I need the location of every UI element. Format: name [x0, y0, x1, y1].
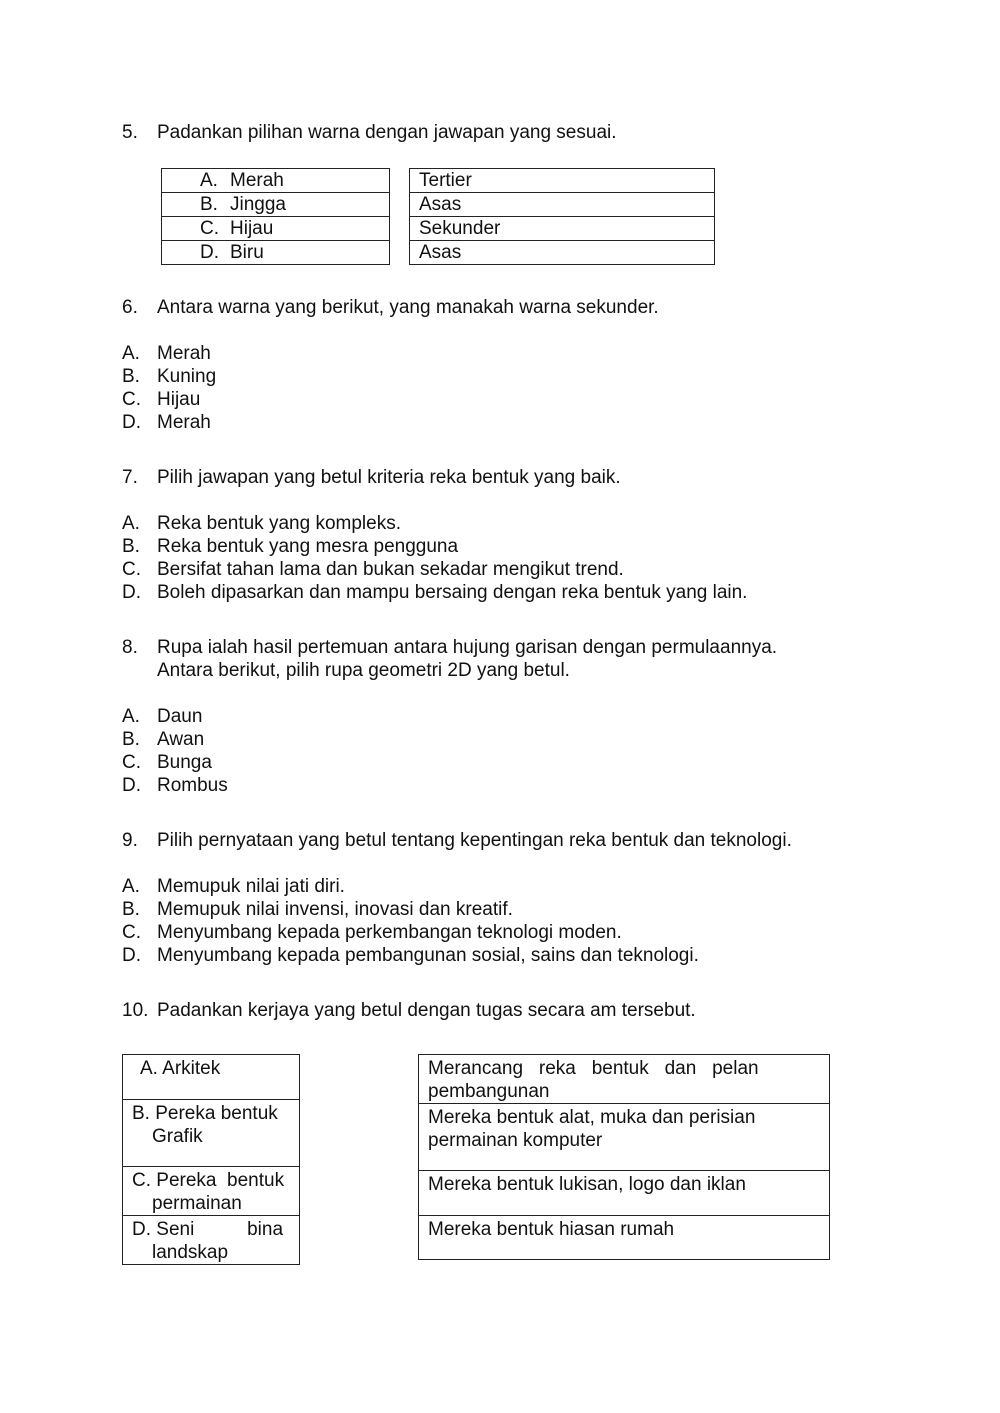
table-row [410, 217, 715, 241]
table-row [123, 1100, 300, 1167]
table-row [419, 1104, 830, 1171]
table-row [123, 1055, 300, 1100]
table-row [410, 169, 715, 193]
question-text: Pilih jawapan yang betul kriteria reka bentuk yang baik. [157, 467, 621, 488]
task-cell[interactable]: Mereka bentuk hiasan rumah [419, 1216, 830, 1260]
question-number: 9. [122, 830, 138, 851]
table-cell[interactable]: D. Biru [162, 241, 390, 265]
question-text: Padankan kerjaya yang betul dengan tugas secara am tersebut. [157, 1000, 696, 1021]
career-cell[interactable]: D. Seni bina landskap [123, 1216, 300, 1265]
table-row [123, 1216, 300, 1265]
question-text: Antara warna yang berikut, yang manakah warna sekunder. [157, 297, 659, 318]
question-text: Padankan pilihan warna dengan jawapan yang sesuai. [157, 122, 617, 143]
question-text: Rupa ialah hasil pertemuan antara hujung garisan dengan permulaannya. [157, 637, 778, 658]
career-cell[interactable]: B. Pereka bentuk Grafik [123, 1100, 300, 1167]
q5-answers-table [409, 168, 715, 265]
table-cell[interactable]: C. Hijau [162, 217, 390, 241]
table-row [123, 1167, 300, 1216]
answer-cell[interactable]: Asas [410, 241, 715, 265]
question-text-line2: Antara berikut, pilih rupa geometri 2D yang betul. [157, 660, 570, 681]
table-row [419, 1171, 830, 1216]
table-row [162, 217, 390, 241]
question-text: Pilih pernyataan yang betul tentang kepentingan reka bentuk dan teknologi. [157, 830, 792, 851]
career-cell[interactable]: C. Pereka bentuk permainan [123, 1167, 300, 1216]
question-number: 8. [122, 637, 138, 658]
table-row [419, 1055, 830, 1104]
table-cell[interactable]: B. Jingga [162, 193, 390, 217]
table-row [410, 241, 715, 265]
table-row [162, 169, 390, 193]
career-cell[interactable]: A. Arkitek [123, 1055, 300, 1100]
question-number: 5. [122, 122, 138, 143]
q10-careers-table [122, 1054, 300, 1265]
q5-colors-table [161, 168, 390, 265]
table-row [410, 193, 715, 217]
table-cell[interactable]: A. Merah [162, 169, 390, 193]
table-row [162, 193, 390, 217]
table-row [162, 241, 390, 265]
task-cell[interactable]: Mereka bentuk lukisan, logo dan iklan [419, 1171, 830, 1216]
answer-cell[interactable]: Asas [410, 193, 715, 217]
question-number: 6. [122, 297, 138, 318]
task-cell[interactable]: Mereka bentuk alat, muka dan perisian permainan komputer [419, 1104, 830, 1171]
q10-tasks-table [418, 1054, 830, 1260]
question-number: 10. [122, 1000, 149, 1021]
answer-cell[interactable]: Sekunder [410, 217, 715, 241]
question-number: 7. [122, 467, 138, 488]
answer-cell[interactable]: Tertier [410, 169, 715, 193]
table-row [419, 1216, 830, 1260]
task-cell[interactable]: Merancang reka bentuk dan pelan pembangunan [419, 1055, 830, 1104]
